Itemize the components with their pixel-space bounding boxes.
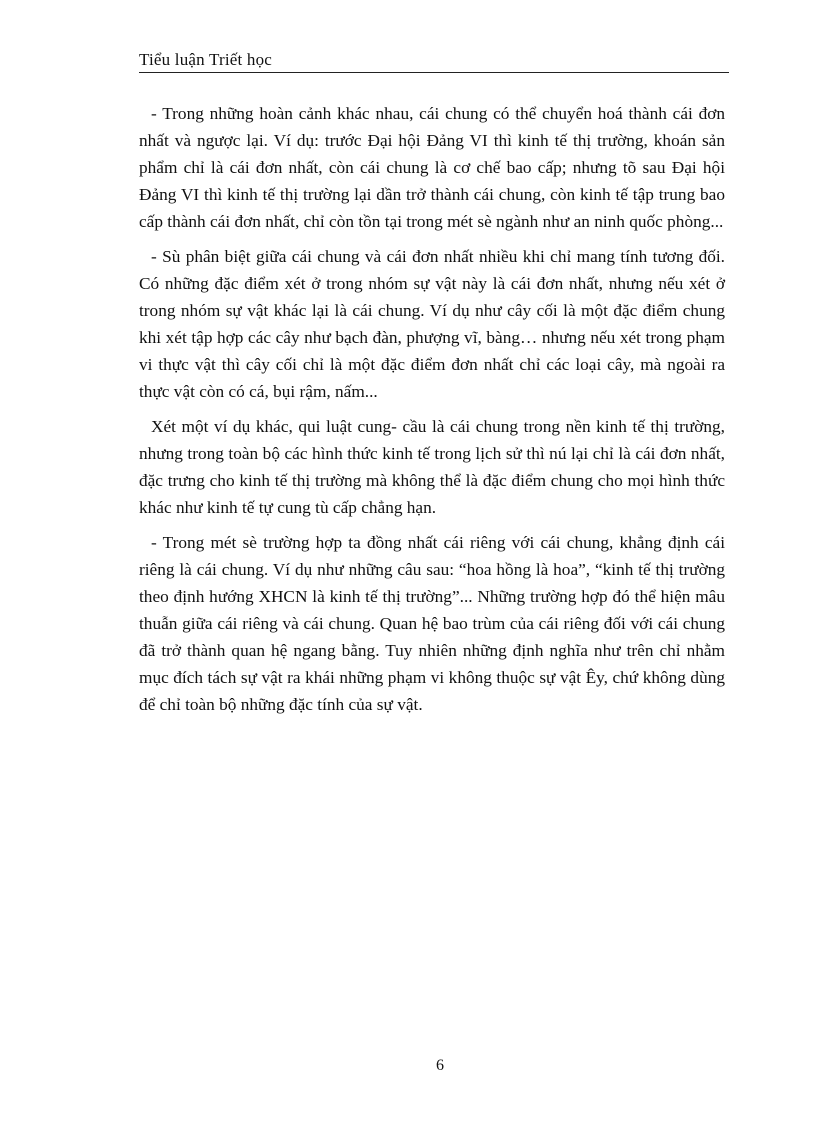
header-title: Tiểu luận Triết học [139,50,273,69]
paragraph-3: Xét một ví dụ khác, qui luật cung- cầu là cái chung trong nền kinh tế thị trường, nhưng trong toàn bộ các hình thức kinh tế trong lịch sử thì nú lại chỉ là cái đơn nhất, đặc trưng cho kinh tế thị trường mà không thể là đặc điểm chung cho mọi hình thức khác như kinh tế tự cung tù cấp chẳng hạn. [139,417,725,517]
paragraph-1: - Trong những hoàn cảnh khác nhau, cái chung có thể chuyển hoá thành cái đơn nhất và ngược lại. Ví dụ: trước Đại hội Đảng VI thì kinh tế thị trường, khoán sản phẩm chỉ là cái đơn nhất, còn cái chung là cơ chế bao cấp; nhưng tõ sau Đại hội Đảng VI thì kinh tế thị trường lại dần trở thành cái chung, còn kinh tế tập trung bao cấp thành cái đơn nhất, chỉ còn tồn tại trong mét sè ngành như an ninh quốc phòng... [139,104,725,231]
paragraph-2: - Sù phân biệt giữa cái chung và cái đơn nhất nhiều khi chỉ mang tính tương đối. Có những đặc điểm xét ở trong nhóm sự vật này là cái đơn nhất, nhưng nếu xét ở trong nhóm sự vật khác lại là cái chung. Ví dụ như cây cối là một đặc điểm chung khi xét tập hợp các cây như bạch đàn, phượng vĩ, bàng… nhưng nếu xét trong phạm vi thực vật thì cây cối chỉ là một đặc điểm đơn nhất chỉ các loại cây, mà ngoài ra thực vật còn có cá, bụi rậm, nấm... [139,247,725,401]
page-header [139,50,729,73]
paragraph-4: - Trong mét sè trường hợp ta đồng nhất cái riêng với cái chung, khẳng định cái riêng là cái chung. Ví dụ như những câu sau: “hoa hồng là hoa”, “kinh tế thị trường theo định hướng XHCN là kinh tế thị trường”... Những trường hợp đó thể hiện mâu thuẫn giữa cái riêng và cái chung. Quan hệ bao trùm của cái riêng đối với cái chung đã trở thành quan hệ ngang bằng. Tuy nhiên những định nghĩa như trên chỉ nhằm mục đích tách sự vật ra khái những phạm vi không thuộc sự vật Êy, chứ không dùng để chỉ toàn bộ những đặc tính của sự vật. [139,533,725,714]
page-number: 6 [436,1057,444,1074]
document-body [139,100,725,726]
